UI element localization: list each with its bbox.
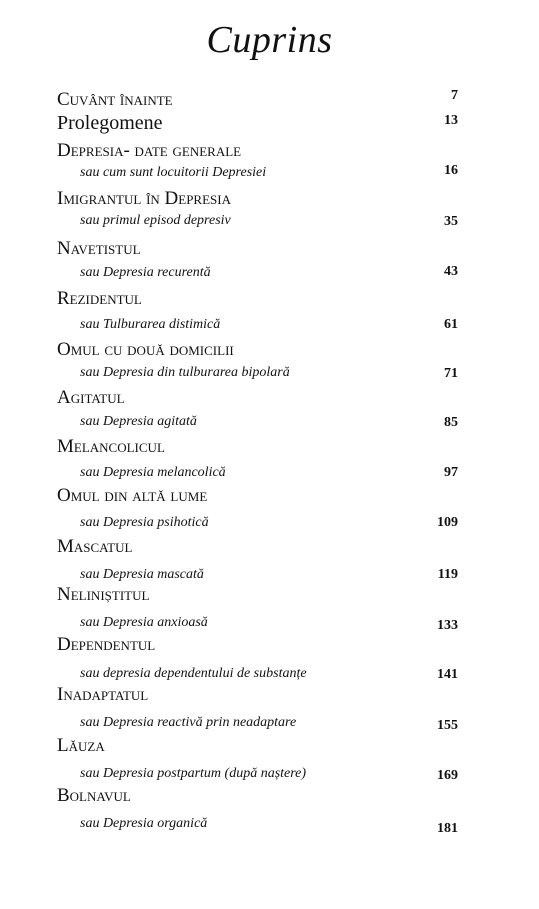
toc-entry-title[interactable]: Prolegomene <box>57 112 163 134</box>
toc-entry-subtitle: sau Depresia agitată <box>80 414 197 429</box>
toc-page-number: 71 <box>444 366 458 381</box>
toc-entry-title[interactable]: Lăuza <box>57 735 105 756</box>
toc-page-number: 155 <box>437 718 458 733</box>
toc-entry-subtitle: sau Tulburarea distimică <box>80 317 221 332</box>
toc-entry-title[interactable]: Agitatul <box>57 387 125 408</box>
toc-entry-subtitle: sau Depresia postpartum (după naștere) <box>80 766 307 781</box>
toc-entry-subtitle: sau Depresia reactivă prin neadaptare <box>80 715 297 730</box>
toc-entry-title[interactable]: Neliniștitul <box>57 584 150 605</box>
toc-page-number: 141 <box>437 667 458 682</box>
toc-entry-title[interactable]: Mascatul <box>57 536 133 557</box>
toc-entry-title[interactable]: Omul cu două domicilii <box>57 339 234 360</box>
toc-entry-title[interactable]: Bolnavul <box>57 785 131 806</box>
toc-entry-title[interactable]: Imigrantul în Depresia <box>57 188 231 209</box>
toc-page-number: 109 <box>437 515 458 530</box>
toc-page-number: 35 <box>444 214 458 229</box>
toc-entry-subtitle: sau primul episod depresiv <box>80 213 231 228</box>
toc-entry-title[interactable]: Cuvânt înainte <box>57 89 173 110</box>
toc-entry-title[interactable]: Inadaptatul <box>57 684 149 705</box>
toc-entry-subtitle: sau cum sunt locuitorii Depresiei <box>80 165 267 180</box>
toc-entry-title[interactable]: Depresia- date generale <box>57 140 242 161</box>
toc-entry-title[interactable]: Rezidentul <box>57 288 142 309</box>
toc-page-number: 119 <box>437 567 458 582</box>
toc-entry-subtitle: sau Depresia anxioasă <box>80 615 208 630</box>
toc-page-number: 85 <box>444 415 458 430</box>
toc-page-number: 133 <box>437 618 458 633</box>
toc-entry-title[interactable]: Omul din altă lume <box>57 485 208 506</box>
toc-entry-subtitle: sau depresia dependentului de substanțe <box>80 666 307 681</box>
toc-entry-subtitle: sau Depresia mascată <box>80 567 204 582</box>
toc-page-number: 43 <box>444 264 458 279</box>
toc-page-number: 169 <box>437 768 458 783</box>
toc-page-number: 7 <box>451 88 458 103</box>
toc-entry-subtitle: sau Depresia recurentă <box>80 265 211 280</box>
toc-entry-subtitle: sau Depresia organică <box>80 816 208 831</box>
toc-page-number: 61 <box>444 317 458 332</box>
toc-entry-subtitle: sau Depresia psihotică <box>80 515 209 530</box>
toc-entry-title[interactable]: Navetistul <box>57 238 141 259</box>
toc-page-number: 181 <box>437 821 458 836</box>
toc-page-number: 16 <box>444 163 458 178</box>
page-title: Cuprins <box>206 19 333 61</box>
toc-entry-title[interactable]: Dependentul <box>57 634 156 655</box>
toc-entry-subtitle: sau Depresia din tulburarea bipolară <box>80 365 290 380</box>
toc-entry-subtitle: sau Depresia melancolică <box>80 465 226 480</box>
toc-page-number: 97 <box>444 465 458 480</box>
toc-page-number: 13 <box>444 113 458 128</box>
toc-entry-title[interactable]: Melancolicul <box>57 436 165 457</box>
